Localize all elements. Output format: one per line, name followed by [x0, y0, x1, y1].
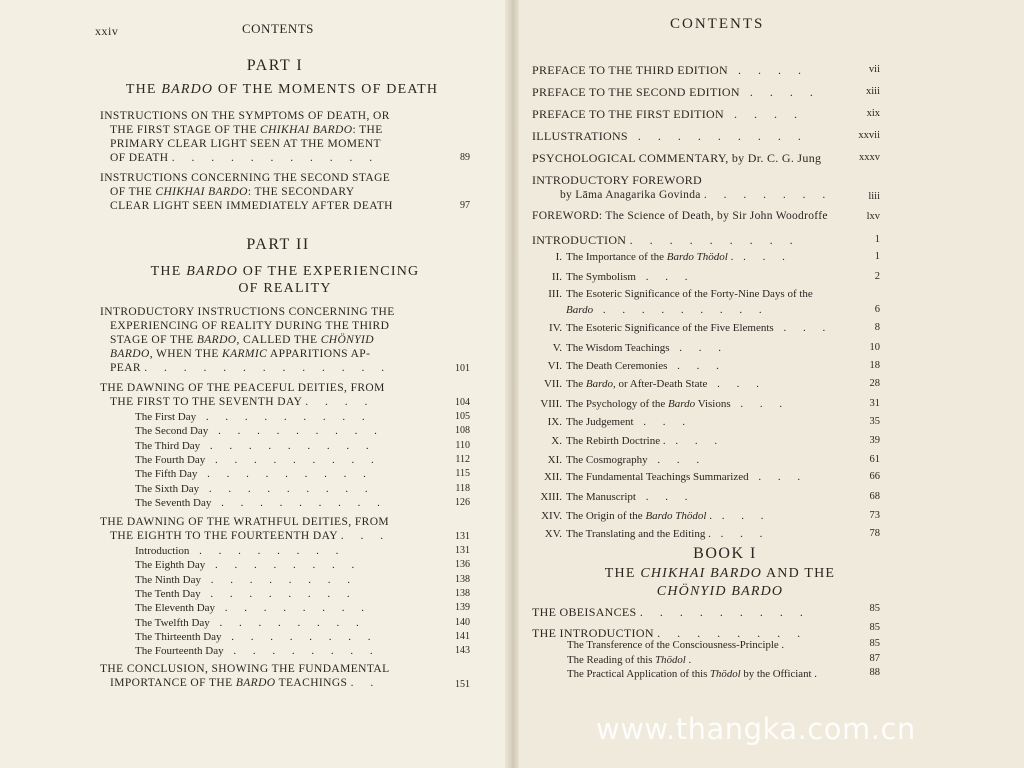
part2-entry2-line1: THE DAWNING OF THE PEACEFUL DEITIES, FROM [100, 382, 385, 394]
front-matter-item: ILLUSTRATIONS . . . . . . . . . [532, 129, 808, 143]
book-heading: BOOK I [693, 545, 757, 562]
part2-entry1-line5: PEAR . . . . . . . . . . . . . [110, 362, 392, 374]
wrathful-day-item: The Fourteenth Day . . . . . . . . [135, 645, 380, 658]
obeisances-page: 85 [869, 603, 880, 614]
running-head-left: CONTENTS [242, 21, 314, 36]
intro-section-number: XII. [543, 471, 562, 483]
peaceful-day-page: 112 [455, 453, 470, 465]
the-introduction-page: 85 [869, 622, 880, 633]
intro-section-page: 28 [869, 378, 880, 389]
intro-section-title: The Psychology of the Bardo Visions . . . [566, 398, 790, 410]
intro-section-number: X. [551, 435, 562, 447]
intro-subsection-item: The Reading of this Thödol . [567, 654, 692, 666]
intro-section-page: 6 [874, 304, 880, 315]
part2-entry2-line2: THE FIRST TO THE SEVENTH DAY . . . . [110, 396, 375, 408]
intro-section-title: The Importance of the Bardo Thödol . . . . [566, 251, 792, 263]
intro-subsection-item: The Transference of the Consciousness-Principle . [567, 639, 785, 651]
part2-title-line1: THE BARDO OF THE EXPERIENCING [150, 264, 420, 279]
peaceful-day-page: 108 [455, 425, 470, 437]
intro-section-title: The Wisdom Teachings . . . [566, 342, 728, 354]
intro-subsection-page: 87 [869, 653, 880, 664]
intro-section-title: The Cosmography . . . [566, 454, 707, 466]
front-matter-item: PREFACE TO THE FIRST EDITION . . . . [532, 107, 804, 121]
part1-entry1-line3: PRIMARY CLEAR LIGHT SEEN AT THE MOMENT [110, 138, 381, 150]
wrathful-day-page: 140 [455, 616, 470, 628]
part2-entry4-page: 151 [455, 679, 470, 690]
wrathful-day-page: 131 [455, 545, 470, 556]
intro-section-page: 18 [869, 360, 880, 371]
intro-section-number: VIII. [540, 398, 562, 410]
front-matter-item: PREFACE TO THE SECOND EDITION . . . . [532, 85, 820, 99]
peaceful-day-item: The Sixth Day . . . . . . . . . [135, 482, 375, 495]
peaceful-day-page: 110 [455, 439, 470, 451]
foreword2-page: lxv [866, 211, 880, 222]
peaceful-day-page: 115 [455, 468, 470, 480]
part1-entry1-line4: OF DEATH . . . . . . . . . . . [110, 152, 380, 164]
intro-section-number: XI. [547, 454, 562, 466]
part2-entry3-page: 131 [455, 531, 470, 542]
wrathful-day-item: The Ninth Day . . . . . . . . [135, 573, 357, 586]
intro-section-title: The Translating and the Editing . . . . [566, 528, 770, 540]
the-introduction-label: THE INTRODUCTION . . . . . . . . [532, 626, 808, 640]
wrathful-day-page: 141 [455, 630, 470, 642]
part1-entry1-page: 89 [460, 152, 470, 163]
intro-section-title: The Death Ceremonies . . . [566, 360, 726, 372]
folio-number: xxiv [95, 24, 119, 38]
intro-section-page: 73 [869, 510, 880, 521]
intro-section-number: II. [551, 271, 562, 283]
intro-section-title: The Origin of the Bardo Thödol . . . . [566, 510, 771, 522]
part2-entry1-line4: BARDO, WHEN THE KARMIC APPARITIONS AP- [110, 348, 371, 360]
intro-section-number: XV. [544, 528, 562, 540]
peaceful-day-item: The First Day . . . . . . . . . [135, 411, 372, 423]
watermark-text: www.thangka.com.cn [596, 712, 916, 746]
intro-section-title: The Symbolism . . . [566, 271, 695, 283]
peaceful-day-item: The Seventh Day . . . . . . . . . [135, 496, 387, 509]
wrathful-day-page: 138 [455, 587, 470, 599]
intro-section-number: III. [548, 288, 562, 300]
front-matter-item: PSYCHOLOGICAL COMMENTARY, by Dr. C. G. Jung [532, 151, 822, 165]
intro-section-page: 31 [869, 398, 880, 409]
part1-entry2-line3: CLEAR LIGHT SEEN IMMEDIATELY AFTER DEATH [110, 200, 393, 212]
part1-title: THE BARDO OF THE MOMENTS OF DEATH [125, 82, 439, 97]
part2-entry2-page: 104 [455, 397, 470, 408]
peaceful-day-page: 126 [455, 496, 470, 508]
intro-subsection-page: 88 [869, 667, 880, 678]
part2-heading: PART II [246, 236, 310, 253]
part1-entry1-line2: THE FIRST STAGE OF THE CHIKHAI BARDO: THE [110, 124, 383, 136]
front-matter-item: PREFACE TO THE THIRD EDITION . . . . [532, 63, 808, 77]
intro-section-number: IX. [547, 416, 562, 428]
intro-section-page: 78 [869, 528, 880, 539]
intro-subsection-item: The Practical Application of this Thödol by the Officiant . [567, 668, 817, 680]
front-matter-page: xxvii [858, 130, 880, 141]
part1-entry1-line1: INSTRUCTIONS ON THE SYMPTOMS OF DEATH, OR [100, 110, 390, 122]
peaceful-day-item: The Second Day . . . . . . . . . [135, 425, 384, 438]
part2-entry1-page: 101 [455, 363, 470, 374]
part2-entry4-line2: IMPORTANCE OF THE BARDO TEACHINGS . . [110, 677, 381, 689]
intro-section-page: 61 [869, 454, 880, 465]
wrathful-day-page: 138 [455, 573, 470, 585]
intro-section-page: 39 [869, 435, 880, 446]
part1-entry2-line1: INSTRUCTIONS CONCERNING THE SECOND STAGE [100, 172, 391, 184]
wrathful-day-item: The Tenth Day . . . . . . . . [135, 587, 357, 600]
wrathful-day-item: The Thirteenth Day . . . . . . . . [135, 630, 378, 643]
part2-entry1-line3: STAGE OF THE BARDO, CALLED THE CHÖNYID [110, 334, 374, 346]
foreword2-label: FOREWORD: The Science of Death, by Sir John Woodroffe [532, 210, 828, 222]
intro-section-number: XIII. [540, 491, 562, 503]
introduction-page: 1 [874, 234, 880, 245]
intro-section-number: I. [555, 251, 562, 263]
intro-section-title: The Bardo, or After-Death State . . . [566, 378, 766, 390]
peaceful-day-item: The Fifth Day . . . . . . . . . [135, 468, 373, 481]
obeisances-label: THE OBEISANCES . . . . . . . . . [532, 605, 810, 619]
intro-section-page: 10 [869, 342, 880, 353]
wrathful-day-item: The Eleventh Day . . . . . . . . [135, 602, 372, 615]
front-matter-page: xiii [865, 86, 880, 97]
intro-section-title: The Esoteric Significance of the Five Elements . . . [566, 322, 833, 334]
intro-section-title: The Judgement . . . [566, 416, 693, 428]
book-gutter [505, 0, 519, 768]
intro-section-title: The Fundamental Teachings Summarized . . . [566, 471, 808, 483]
front-matter-page: vii [868, 64, 880, 75]
part1-entry2-page: 97 [460, 200, 470, 211]
intro-section-number: XIV. [541, 510, 562, 522]
peaceful-day-page: 118 [455, 482, 470, 494]
intro-section-title: The Manuscript . . . [566, 491, 695, 503]
peaceful-day-item: The Fourth Day . . . . . . . . . [135, 453, 381, 466]
foreword-page: liii [868, 191, 880, 202]
part2-entry3-line2: THE EIGHTH TO THE FOURTEENTH DAY . . . [110, 530, 391, 542]
intro-section-title: The Rebirth Doctrine . . . . [566, 435, 725, 447]
wrathful-day-page: 139 [455, 602, 470, 614]
intro-section-title: The Esoteric Significance of the Forty-Nine Days of the [566, 288, 813, 300]
peaceful-day-page: 105 [455, 411, 470, 422]
intro-section-number: V. [552, 342, 562, 354]
intro-section-page: 35 [869, 416, 880, 427]
foreword-line1: INTRODUCTORY FOREWORD [532, 173, 702, 187]
part2-entry4-line1: THE CONCLUSION, SHOWING THE FUNDAMENTAL [100, 663, 390, 675]
wrathful-day-item: The Eighth Day . . . . . . . . [135, 559, 362, 572]
running-head-right: CONTENTS [670, 16, 765, 32]
intro-section-page: 66 [869, 471, 880, 482]
peaceful-day-item: The Third Day . . . . . . . . . [135, 439, 376, 452]
intro-section-page: 2 [874, 271, 880, 282]
front-matter-page: xix [866, 108, 880, 119]
intro-section-page: 8 [874, 322, 880, 333]
book-title-line2: CHÖNYID BARDO [656, 584, 784, 599]
intro-section-page: 68 [869, 491, 880, 502]
part1-entry2-line2: OF THE CHIKHAI BARDO: THE SECONDARY [110, 186, 355, 198]
intro-section-title: Bardo . . . . . . . . . [566, 304, 769, 316]
intro-section-number: VI. [547, 360, 562, 372]
part2-entry1-line2: EXPERIENCING OF REALITY DURING THE THIRD [110, 320, 390, 332]
intro-section-number: VII. [543, 378, 562, 390]
book-title-line1: THE CHIKHAI BARDO AND THE [604, 566, 836, 581]
wrathful-day-page: 136 [455, 559, 470, 571]
part1-heading: PART I [246, 57, 304, 74]
part2-entry1-line1: INTRODUCTORY INSTRUCTIONS CONCERNING THE [100, 306, 395, 318]
wrathful-day-page: 143 [455, 645, 470, 657]
front-matter-page: xxxv [859, 152, 880, 163]
introduction-label: INTRODUCTION . . . . . . . . . [532, 233, 800, 247]
intro-section-page: 1 [874, 251, 880, 262]
part2-title-line2: OF REALITY [238, 281, 332, 296]
wrathful-day-item: Introduction . . . . . . . . [135, 545, 346, 557]
wrathful-day-item: The Twelfth Day . . . . . . . . [135, 616, 366, 629]
part2-entry3-line1: THE DAWNING OF THE WRATHFUL DEITIES, FROM [100, 516, 390, 528]
intro-section-number: IV. [549, 322, 562, 334]
intro-subsection-page: 85 [869, 638, 880, 649]
foreword-line2: by Lāma Anagarika Govinda . . . . . . . [560, 189, 833, 201]
